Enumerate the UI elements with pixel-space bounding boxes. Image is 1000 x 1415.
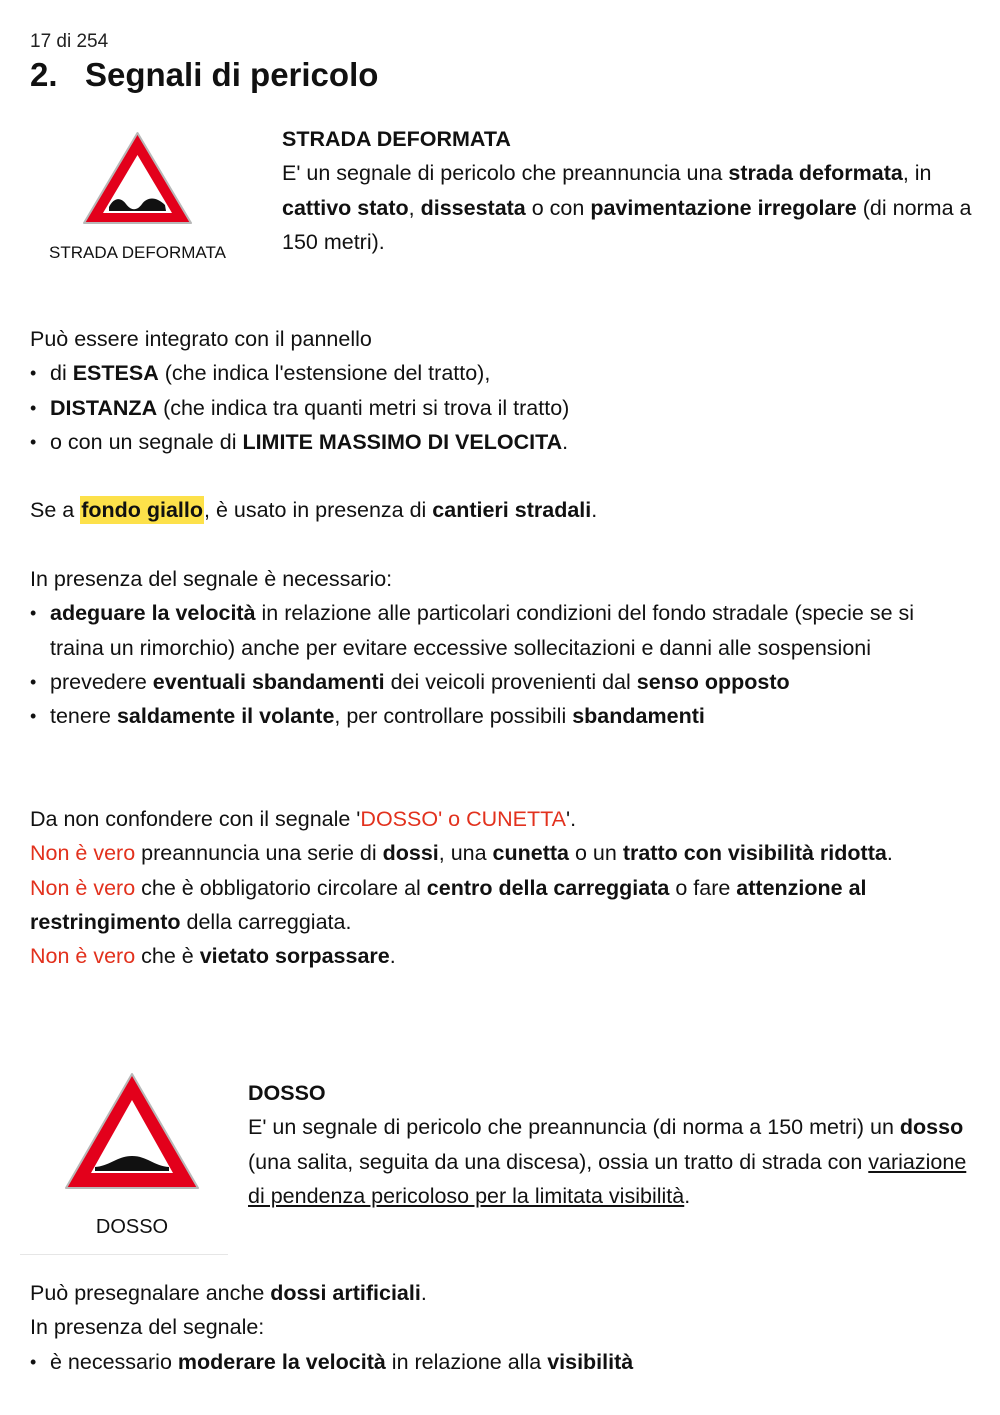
bump-sign-icon [62, 1070, 202, 1195]
text-run: o fare [669, 875, 737, 900]
section-number: 2. [30, 56, 58, 93]
text-run: saldamente il volante [116, 704, 335, 729]
note-line [30, 802, 970, 836]
text-run: adeguare la velocità [50, 601, 256, 626]
dosso-sign [62, 1070, 202, 1200]
text-run: '. [566, 807, 577, 831]
uneven-road-sign-icon [80, 127, 195, 229]
dosso-heading: DOSSO [248, 1081, 326, 1105]
text-run: tratto con visibilità ridotta [622, 841, 887, 866]
text-run: DOSSO' o CUNETTA [360, 807, 567, 831]
dosso-line-presence: In presenza del segnale: [30, 1315, 265, 1340]
text-run: è necessario [50, 1349, 178, 1374]
text-run: attenzione al restringimento [30, 875, 867, 934]
divider [20, 1254, 228, 1255]
text-run: (che indica l'estensione del tratto), [158, 361, 491, 386]
text-run: , in [902, 161, 932, 186]
text-run: E' un segnale di pericolo che preannuncia (di norma a 150 metri) un [248, 1115, 900, 1140]
strada-deformata-intro [282, 122, 977, 259]
text-run: Non è vero [30, 875, 136, 900]
text-run: cunetta [492, 841, 570, 866]
text-run: dossi [382, 841, 439, 866]
text-run: o con [525, 195, 591, 220]
text-run: Non è vero [30, 944, 136, 969]
dosso-intro [248, 1076, 970, 1213]
text-run: visibilità [547, 1349, 634, 1374]
dosso-list [30, 1345, 970, 1379]
text-run: . [562, 429, 569, 454]
required-intro: In presenza del segnale è necessario: [30, 567, 393, 591]
text-run: Non è vero [30, 841, 136, 866]
text-run: eventuali sbandamenti [152, 669, 385, 694]
text-run: preannuncia una serie di [135, 841, 383, 866]
text-run: che è [135, 944, 200, 969]
yellow-background-note [30, 493, 970, 527]
strada-deformata-caption: STRADA DEFORMATA [49, 243, 226, 262]
required-list [30, 596, 960, 733]
text-run: dissestata [420, 195, 526, 220]
text-run: Se a [30, 498, 81, 522]
page-number: 17 di 254 [30, 31, 109, 52]
text-run: ESTESA [72, 361, 159, 386]
integration-block [30, 322, 970, 459]
text-run: fondo giallo [81, 498, 204, 522]
text-run: Può presegnalare anche [30, 1281, 271, 1305]
strada-deformata-description [282, 156, 977, 259]
text-run: E' un segnale di pericolo che preannuncia una [282, 161, 729, 186]
integration-intro: Può essere integrato con il pannello [30, 327, 372, 351]
dosso-caption: DOSSO [95, 1216, 169, 1238]
text-run: dosso [899, 1115, 964, 1140]
strada-deformata-sign [80, 127, 195, 234]
confusion-notes [30, 802, 970, 973]
text-run: dossi artificiali [270, 1281, 421, 1305]
text-run: LIMITE MASSIMO DI VELOCITA [242, 429, 563, 454]
text-run: DISTANZA [50, 395, 158, 420]
text-run: . [420, 1281, 427, 1305]
text-run: di [50, 361, 73, 386]
text-run: pavimentazione irregolare [590, 195, 857, 220]
text-run: variazione di pendenza pericoloso per la limitata visibilità [248, 1149, 967, 1208]
text-run: cattivo stato [282, 195, 409, 220]
dosso-notes [30, 1276, 970, 1379]
text-run: , una [438, 841, 493, 866]
list-item [30, 391, 970, 425]
text-run: (di norma a 150 metri). [282, 195, 972, 254]
integration-list [30, 356, 970, 459]
text-run: . [684, 1183, 691, 1208]
text-run: (una salita, seguita da una discesa), ossia un tratto di strada con [248, 1149, 869, 1174]
text-run: , è usato in presenza di [204, 498, 433, 522]
text-run: della carreggiata. [180, 909, 352, 934]
text-run: o un [569, 841, 623, 866]
list-item [30, 699, 960, 733]
text-run: in relazione alle particolari condizioni del fondo stradale (specie se si traina un rimorchio) anche per evitare eccessive sollecitazioni e danni alle sospensioni [50, 601, 915, 660]
list-item [30, 1345, 970, 1379]
text-run: che è obbligatorio circolare al [135, 875, 427, 900]
text-run: strada deformata [728, 161, 903, 186]
note-line [30, 871, 970, 940]
text-run: prevedere [50, 669, 153, 694]
section-title [30, 56, 378, 94]
text-run: . [886, 841, 893, 866]
text-run: (che indica tra quanti metri si trova il tratto) [157, 395, 570, 420]
text-run: vietato sorpassare [199, 944, 390, 969]
text-run: tenere [50, 704, 117, 729]
note-line [30, 836, 970, 870]
confusion-lines [30, 802, 970, 973]
text-run: Da non confondere con il segnale ' [30, 807, 361, 831]
text-run: in relazione alla [385, 1349, 548, 1374]
text-run: sbandamenti [572, 704, 705, 729]
text-run: , [408, 195, 421, 220]
text-run: dei veicoli provenienti dal [384, 669, 637, 694]
text-run: cantieri stradali [432, 498, 592, 522]
dosso-line-artificial [30, 1276, 970, 1310]
text-run: . [591, 498, 598, 522]
list-item [30, 425, 970, 459]
text-run: senso opposto [636, 669, 790, 694]
list-item [30, 356, 970, 390]
required-block [30, 562, 960, 733]
text-run: o con un segnale di [50, 429, 243, 454]
text-run: . [389, 944, 396, 969]
strada-deformata-heading: STRADA DEFORMATA [282, 127, 511, 151]
section-title-text: Segnali di pericolo [85, 56, 379, 93]
text-run: , per controllare possibili [334, 704, 573, 729]
dosso-description [248, 1110, 970, 1213]
list-item [30, 596, 960, 665]
list-item [30, 665, 960, 699]
note-line [30, 939, 970, 973]
text-run: moderare la velocità [177, 1349, 386, 1374]
text-run: centro della carreggiata [426, 875, 670, 900]
